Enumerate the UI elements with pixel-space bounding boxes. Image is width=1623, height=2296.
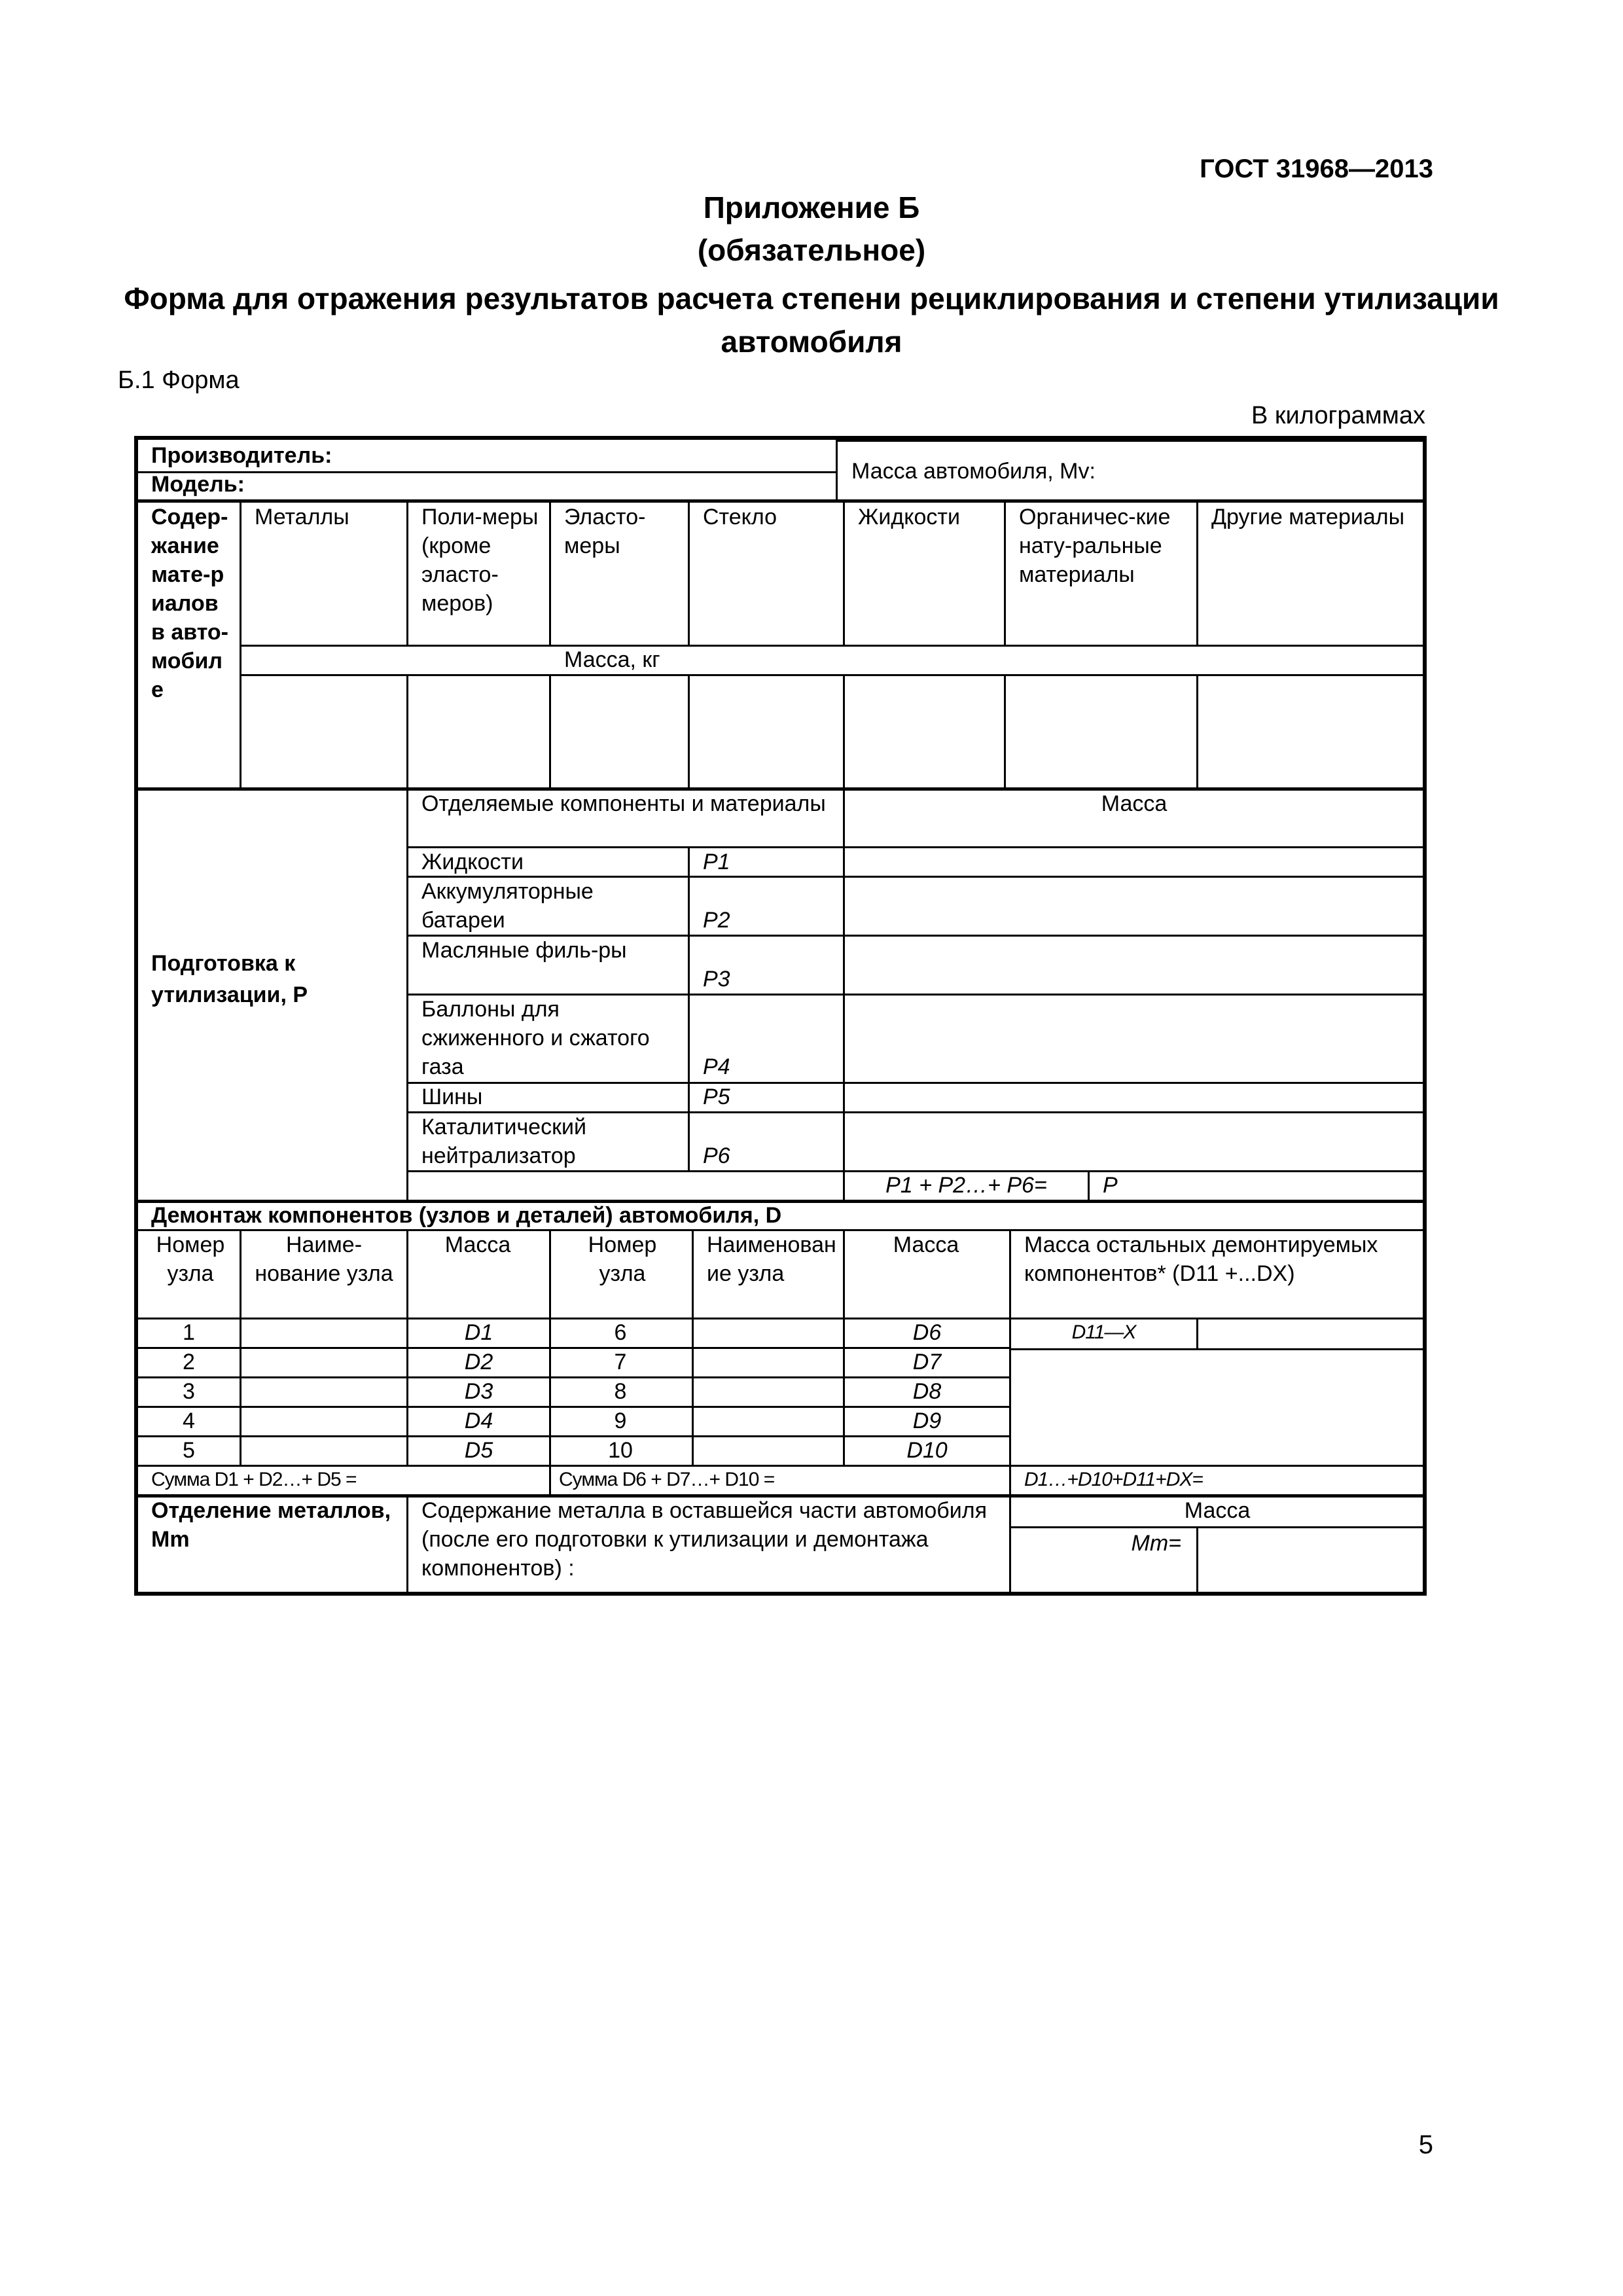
vehicle-mass-label: Масса автомобиля, Mv: <box>851 459 1096 484</box>
dis-head-name2: Наименование узла <box>707 1232 836 1286</box>
column-organic: Органичес-кие нату-ральные материалы <box>1019 505 1171 587</box>
prep-name: Баллоны для сжиженного и сжатого газа <box>421 997 650 1079</box>
prep-sum-result: P <box>1103 1173 1118 1198</box>
sum-d6-d10: Сумма D6 + D7…+ D10 = <box>559 1469 775 1490</box>
table-row-number: 2 <box>183 1350 195 1374</box>
page-number: 5 <box>1418 2130 1433 2159</box>
column-polymers: Поли-меры (кроме эласто-меров) <box>421 505 539 616</box>
table-row-mass2: D10 <box>906 1438 948 1463</box>
table-row-mass2: D8 <box>912 1379 942 1404</box>
column-liquids: Жидкости <box>858 505 960 529</box>
prep-code: P4 <box>703 1054 730 1079</box>
table-row-mass: D3 <box>464 1379 493 1404</box>
appendix-status: (обязательное) <box>697 233 926 267</box>
metals-mass-value: Mm= <box>1131 1531 1181 1556</box>
table-row-number: 4 <box>183 1408 195 1433</box>
table-row-number2: 8 <box>614 1379 627 1404</box>
section-label: Б.1 Форма <box>118 367 240 394</box>
manufacturer-label: Производитель: <box>151 443 332 468</box>
dis-head-mass2: Масса <box>893 1232 959 1257</box>
prep-name: Шины <box>421 1085 483 1109</box>
sum-d1-d5: Сумма D1 + D2…+ D5 = <box>151 1469 357 1490</box>
table-row-mass: D1 <box>464 1320 493 1345</box>
table-row-number2: 6 <box>614 1320 627 1345</box>
table-row-mass2: D9 <box>912 1408 942 1433</box>
model-label: Модель: <box>151 472 245 497</box>
prep-code: P3 <box>703 967 730 992</box>
table-row-mass: D5 <box>464 1438 493 1463</box>
prep-code: P6 <box>703 1143 730 1168</box>
table-row-number2: 7 <box>614 1350 627 1374</box>
mass-kg-label: Масса, кг <box>564 647 660 672</box>
table-row-number: 5 <box>183 1438 195 1463</box>
mass-head: Масса <box>1101 791 1168 816</box>
unit-label: В килограммах <box>1251 402 1425 429</box>
appendix-title: Приложение Б <box>703 190 920 224</box>
table-row-mass: D4 <box>464 1408 493 1433</box>
table-row-mass2: D7 <box>912 1350 942 1374</box>
table-row-mass: D2 <box>464 1350 493 1374</box>
prep-code: P2 <box>703 908 730 933</box>
column-other: Другие материалы <box>1211 505 1405 529</box>
prep-sum-formula: P1 + P2…+ P6= <box>885 1173 1047 1198</box>
standard-number: ГОСТ 31968—2013 <box>1200 154 1433 183</box>
recycling-form-table <box>134 436 1427 1596</box>
prep-code: P1 <box>703 850 730 874</box>
table-row-number: 3 <box>183 1379 195 1404</box>
components-head: Отделяемые компоненты и материалы <box>421 791 826 816</box>
form-title: Форма для отражения результатов расчета степени рециклирования и степени утилизации автомобиля <box>124 281 1499 359</box>
table-row-number2: 9 <box>614 1408 627 1433</box>
sum-total-d: D1…+D10+D11+DX= <box>1024 1469 1203 1490</box>
column-glass: Стекло <box>703 505 777 529</box>
dis-head-others: Масса остальных демонтируемых компонентов* (D11 +...DX) <box>1024 1232 1378 1286</box>
table-row-number: 1 <box>183 1320 195 1345</box>
dismantling-label: Демонтаж компонентов (узлов и деталей) автомобиля, D <box>151 1203 782 1228</box>
prep-code: P5 <box>703 1085 730 1109</box>
content-row-label: Содер-жание мате-риалов в авто-мобиле <box>151 505 229 702</box>
dis-head-number2: Номер узла <box>588 1232 657 1286</box>
column-elastomers: Эласто-меры <box>564 505 646 558</box>
metals-label: Отделение металлов, Mm <box>151 1498 391 1552</box>
table-row-mass2: D6 <box>912 1320 942 1345</box>
prep-name: Каталитический нейтрализатор <box>421 1115 586 1168</box>
others-value: D11—X <box>1071 1321 1136 1343</box>
preparation-label: Подготовка к утилизации, P <box>151 951 308 1007</box>
dis-head-mass: Масса <box>444 1232 511 1257</box>
prep-name: Аккумуляторные батареи <box>421 879 594 933</box>
metals-mass-head: Масса <box>1184 1498 1251 1523</box>
column-metals: Металлы <box>255 505 349 529</box>
dis-head-name: Наиме-нование узла <box>255 1232 393 1286</box>
metals-description: Содержание металла в оставшейся части автомобиля (после его подготовки к утилизации и демонтажа компонентов) : <box>421 1498 988 1581</box>
prep-name: Масляные филь-ры <box>421 938 627 963</box>
prep-name: Жидкости <box>421 850 524 874</box>
dis-head-number: Номер узла <box>156 1232 225 1286</box>
table-row-number2: 10 <box>608 1438 633 1463</box>
